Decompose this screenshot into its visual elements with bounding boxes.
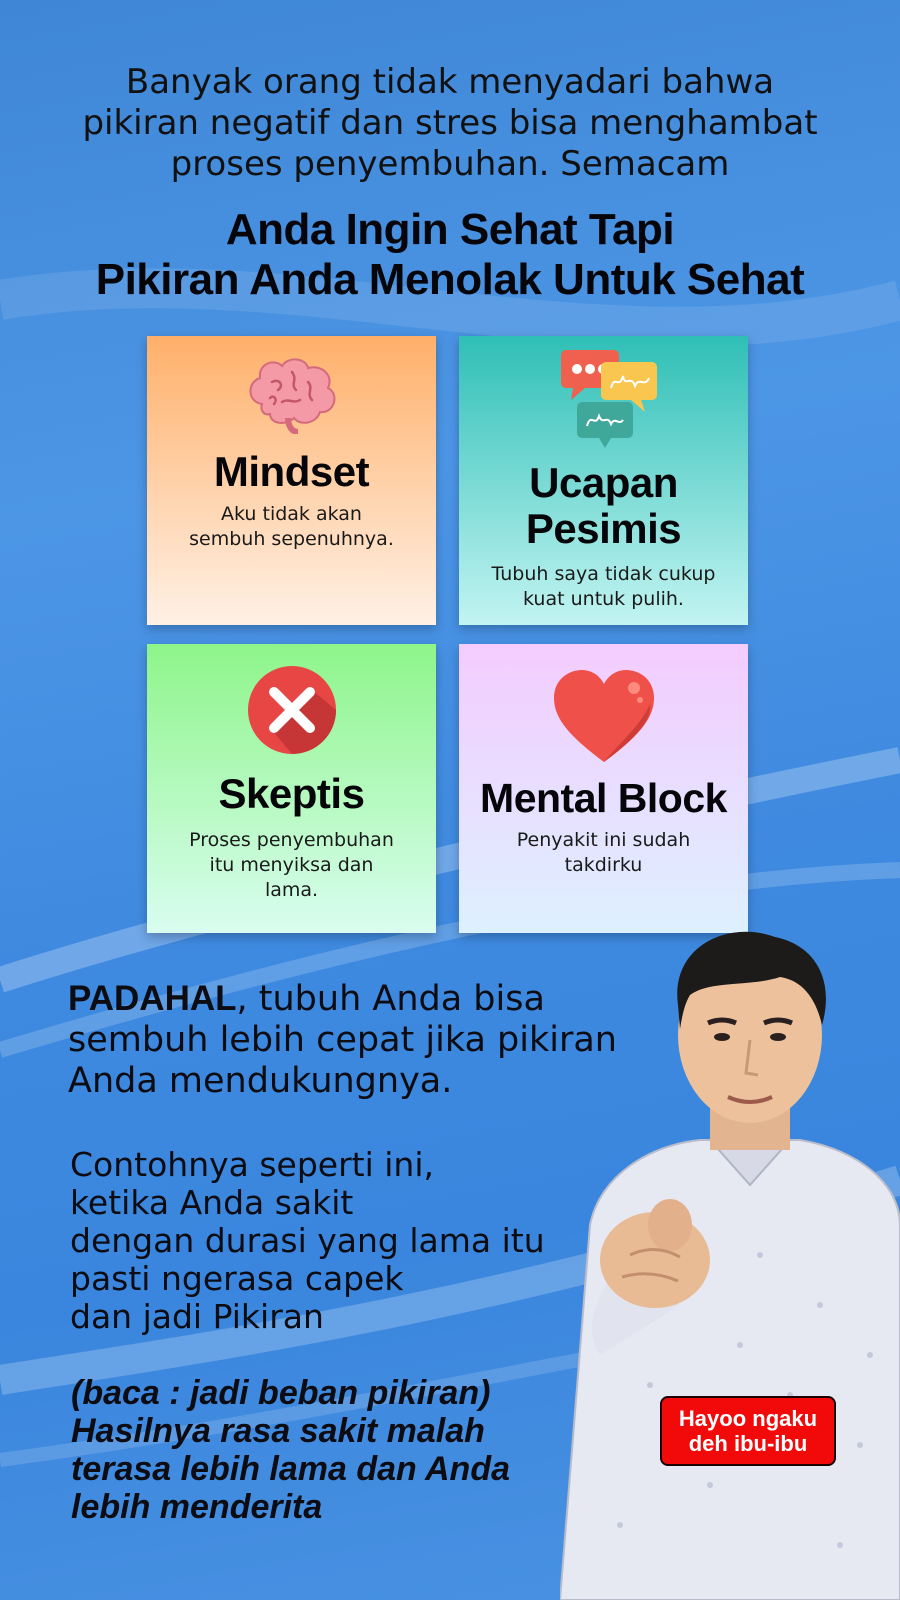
speech-bubbles-icon [549,344,659,454]
intro-text [40,62,860,185]
card-desc [459,828,748,878]
card-desc-line: itu menyiksa dan [209,854,374,876]
card-mindset [147,336,436,625]
paragraph-line: pasti ngerasa capek [70,1259,404,1298]
body-text [68,978,628,1526]
paragraph-line: terasa lebih lama dan Anda [71,1450,510,1488]
paragraph-line: sembuh lebih cepat jika pikiran [68,1020,617,1060]
emphasis-word: PADAHAL [68,979,237,1018]
card-title-line: Ucapan [529,459,678,506]
callout-badge [660,1396,836,1466]
headline-line: Anda Ingin Sehat Tapi [225,205,675,254]
card-desc-line: Proses penyembuhan [189,829,394,851]
card-mental-block [459,644,748,933]
card-desc [147,502,436,552]
badge-line: deh ibu-ibu [688,1431,808,1456]
card-desc-line: Penyakit ini sudah [516,829,691,851]
card-ucapan-pesimis [459,336,748,625]
card-title: Skeptis [218,770,365,817]
card-title: Mental Block [480,775,727,821]
card-desc-line: Tubuh saya tidak cukup [491,563,716,585]
headline [30,205,870,305]
paragraph-1 [68,978,628,1102]
badge-line: Hayoo ngaku [678,1406,818,1431]
card-desc-line: lama. [264,879,319,901]
paragraph-line: ketika Anda sakit [70,1183,354,1222]
card-desc [459,562,748,612]
headline-line: Pikiran Anda Menolak Untuk Sehat [95,255,805,304]
paragraph-3 [71,1374,591,1526]
paragraph-line: , tubuh Anda bisa [236,979,545,1019]
card-title-line: Pesimis [525,505,682,552]
paragraph-2 [70,1146,590,1336]
card-title [459,460,748,552]
card-desc-line: sembuh sepenuhnya. [189,528,394,550]
intro-line: Banyak orang tidak menyadari bahwa [125,62,775,102]
paragraph-line: dengan durasi yang lama itu [70,1221,545,1260]
cross-icon [246,664,338,756]
paragraph-line: Contohnya seperti ini, [70,1145,434,1184]
card-skeptis [147,644,436,933]
card-desc-line: takdirku [564,854,643,876]
card-desc-line: kuat untuk pulih. [523,588,684,610]
card-desc [147,828,436,903]
paragraph-line: Hasilnya rasa sakit malah [71,1412,485,1450]
paragraph-line: lebih menderita [71,1488,323,1526]
card-title: Mindset [213,448,370,495]
paragraph-line: Anda mendukungnya. [68,1061,453,1101]
paragraph-line: dan jadi Pikiran [70,1297,324,1336]
intro-line: proses penyembuhan. Semacam [170,144,730,184]
intro-line: pikiran negatif dan stres bisa menghambat [82,103,818,143]
paragraph-line: (baca : jadi beban pikiran) [71,1374,491,1412]
card-desc-line: Aku tidak akan [221,503,362,525]
brain-icon [242,354,342,434]
heart-icon [552,668,656,764]
